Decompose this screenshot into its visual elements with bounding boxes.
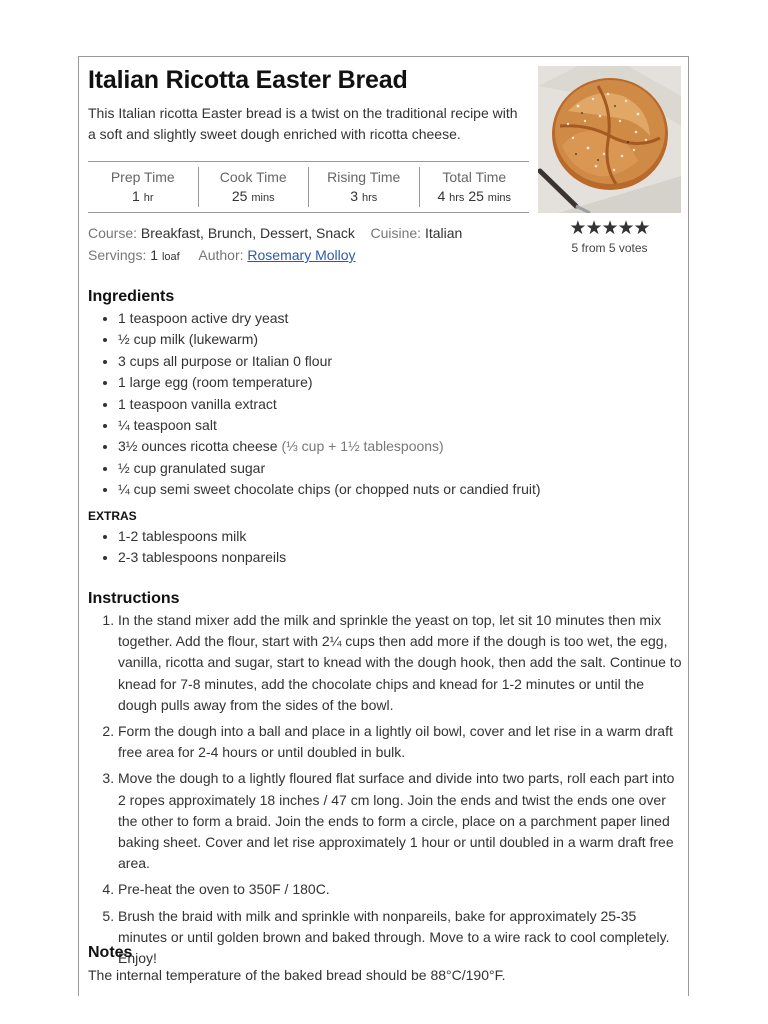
servings-value[interactable]: 1: [150, 247, 159, 263]
ingredient-item: • ¼ teaspoon salt: [118, 415, 541, 436]
rating-stars[interactable]: ★★★★★: [569, 218, 650, 239]
recipe-title: Italian Ricotta Easter Bread: [88, 66, 408, 94]
time-label: Total Time: [442, 169, 507, 185]
cuisine-label: Cuisine:: [370, 225, 422, 241]
ingredient-item: • 1 large egg (room temperature): [118, 372, 541, 393]
rating-votes: 5 from 5 votes: [571, 241, 648, 255]
instruction-step: 3. Move the dough to a lightly floured flat surface and divide into two parts, roll each part into 2 ropes approximately 18 inches / 47 cm long. Join the ends and twist the ends one over the other to form a braid. Join the ends to form a circle, place on a parchment paper lined baking sheet. Cover and let rise approximately 1 hour or until doubled in a warm draft free area.: [118, 768, 684, 874]
instruction-step: 2. Form the dough into a ball and place in a lightly oil bowl, cover and let rise in a warm draft free area for 2-4 hours or until doubled in bulk.: [118, 721, 684, 763]
time-value: 3 hrs: [350, 188, 378, 204]
author-label: Author:: [198, 247, 244, 263]
ingredients-heading: Ingredients: [88, 288, 175, 305]
total-time: [419, 167, 530, 207]
servings-author-row: [88, 247, 356, 263]
course-cuisine-row: [88, 225, 462, 241]
recipe-summary: This Italian ricotta Easter bread is a twist on the traditional recipe with a soft and slightly sweet dough enriched with ricotta cheese.: [88, 105, 518, 142]
course-value: Breakfast, Brunch, Dessert, Snack: [140, 225, 355, 241]
ingredient-item: • 3½ ounces ricotta cheese (⅓ cup + 1½ tablespoons): [118, 436, 541, 457]
time-value: 25 mins: [231, 188, 275, 204]
time-label: Prep Time: [110, 169, 175, 185]
prep-time: [88, 167, 198, 207]
instruction-step: 1. In the stand mixer add the milk and sprinkle the yeast on top, let sit 10 minutes then mix together. Add the flour, start with 2¼ cups then add more if the dough is too wet, the egg, vanilla, ricotta and sugar, start to knead with the dough hook, then add the salt. Continue to knead for 7-8 minutes, add the chocolate chips and knead for 1-2 minutes or until the dough pulls away from the sides of the bowl.: [118, 610, 684, 716]
ingredient-note: (⅓ cup + 1½ tablespoons): [281, 438, 444, 455]
ingredient-item: • 1 teaspoon active dry yeast: [118, 308, 541, 329]
ingredient-item: • ½ cup milk (lukewarm): [118, 329, 541, 350]
time-label: Cook Time: [219, 169, 287, 185]
time-value: 4 hrs 25 mins: [437, 188, 512, 204]
instruction-step: 4. Pre-heat the oven to 350F / 180C.: [118, 879, 684, 900]
author-link[interactable]: Rosemary Molloy: [247, 247, 356, 263]
extra-item: • 1-2 tablespoons milk: [118, 526, 286, 547]
recipe-photo: [538, 66, 681, 213]
ingredient-item: • ¼ cup semi sweet chocolate chips (or chopped nuts or candied fruit): [118, 479, 541, 500]
ingredient-item: • 1 teaspoon vanilla extract: [118, 394, 541, 415]
recipe-times: [88, 161, 529, 213]
notes-heading: Notes: [88, 944, 133, 961]
cook-time: [198, 167, 309, 207]
ingredient-item: • ½ cup granulated sugar: [118, 458, 541, 479]
instructions-heading: Instructions: [88, 590, 180, 607]
instruction-step: 5. Brush the braid with milk and sprinkle with nonpareils, bake for approximately 25-35 minutes or until golden brown and baked through. Move to a wire rack to cool completely. Enjoy!: [118, 906, 684, 970]
extras-list: [88, 526, 286, 569]
extras-heading: EXTRAS: [88, 509, 137, 523]
time-value: 1 hr: [132, 188, 154, 204]
cuisine-value: Italian: [424, 225, 463, 241]
ingredient-item: • 3 cups all purpose or Italian 0 flour: [118, 351, 541, 372]
rising-time: [308, 167, 419, 207]
instructions-list: [88, 610, 684, 974]
extra-item: • 2-3 tablespoons nonpareils: [118, 547, 286, 568]
servings-unit: loaf: [161, 251, 180, 263]
recipe-card: [78, 56, 689, 996]
servings-label: Servings:: [88, 247, 147, 263]
time-label: Rising Time: [327, 169, 401, 185]
course-label: Course:: [88, 225, 138, 241]
ingredients-list: [88, 308, 541, 501]
notes-text: The internal temperature of the baked bread should be 88°C/190°F.: [88, 967, 506, 983]
